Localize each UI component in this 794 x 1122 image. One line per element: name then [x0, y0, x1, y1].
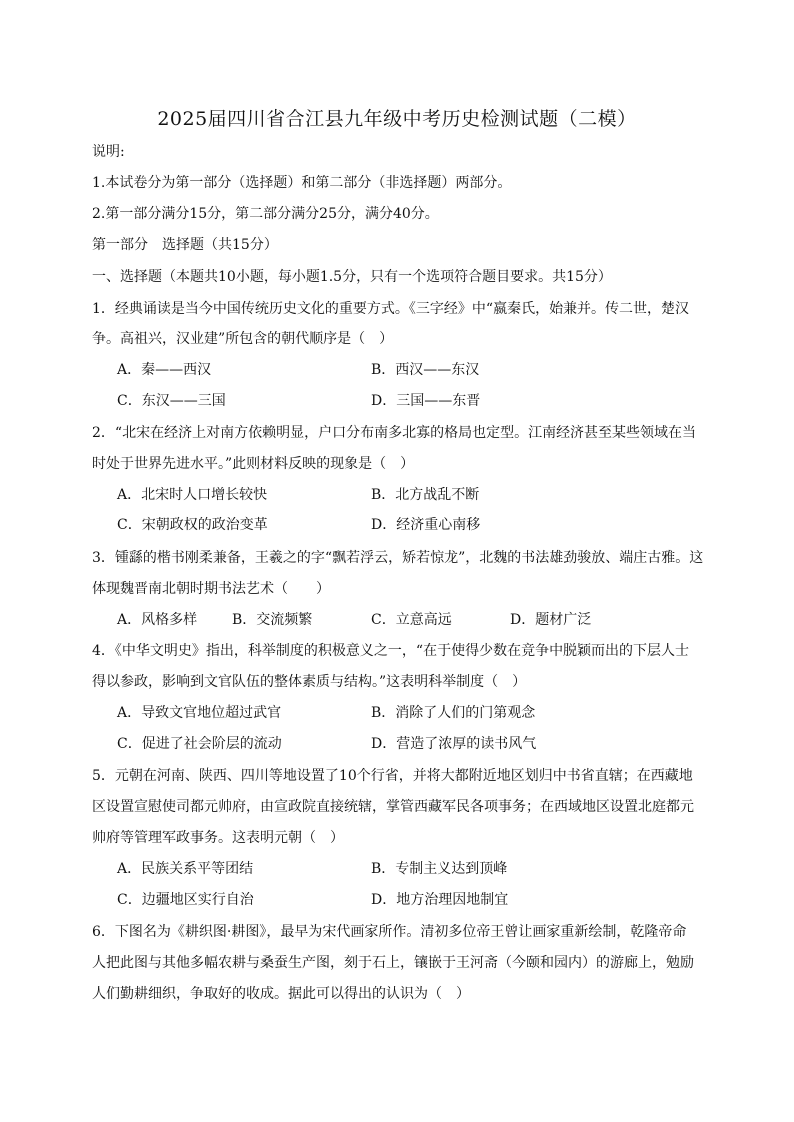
question-text: 时处于世界先进水平。”此则材料反映的现象是（ ） — [92, 456, 415, 472]
option-d: D．题材广泛 — [510, 612, 592, 628]
question-text: 帅府等管理军政事务。这表明元朝（ ） — [92, 830, 344, 846]
question-text: 体现魏晋南北朝时期书法艺术（ ） — [92, 581, 330, 597]
question-text: 5．元朝在河南、陕西、四川等地设置了10个行省，并将大都附近地区划归中书省直辖；在西藏地 — [92, 768, 693, 784]
question-text: 得以参政，影响到文官队伍的整体素质与结构。”这表明科举制度（ ） — [92, 674, 527, 690]
question-text: 2．“北宋在经济上对南方依赖明显，户口分布南多北寡的格局也定型。江南经济甚至某些领域在当 — [92, 425, 697, 441]
part-heading: 第一部分 选择题（共15分） — [92, 237, 278, 253]
option-b: B．消除了人们的门第观念 — [371, 705, 536, 721]
option-d: D．三国——东晋 — [371, 393, 481, 409]
option-c: C．宋朝政权的政治变革 — [117, 517, 268, 533]
intro-item: 1.本试卷分为第一部分（选择题）和第二部分（非选择题）两部分。 — [92, 175, 512, 191]
section-heading: 一、选择题（本题共10小题，每小题1.5分，只有一个选项符合题目要求。共15分） — [92, 269, 612, 285]
page-title: 2025届四川省合江县九年级中考历史检测试题（二模） — [157, 108, 637, 130]
option-c: C．促进了社会阶层的流动 — [117, 736, 282, 752]
option-b: B．专制主义达到顶峰 — [371, 861, 508, 877]
question-text: 区设置宣慰使司都元帅府，由宣政院直接统辖，掌管西藏军民各项事务；在西域地区设置北庭都元 — [92, 799, 694, 815]
option-b: B．北方战乱不断 — [371, 487, 480, 503]
option-d: D．经济重心南移 — [371, 517, 481, 533]
option-a: A．秦——西汉 — [117, 362, 212, 378]
option-c: C．东汉——三国 — [117, 393, 226, 409]
question-text: 4．《中华文明史》指出，科举制度的积极意义之一，“在于使得少数在竞争中脱颖而出的下层人士 — [92, 643, 690, 659]
option-c: C．边疆地区实行自治 — [117, 892, 254, 908]
option-d: D．营造了浓厚的读书风气 — [371, 736, 537, 752]
question-text: 人们勤耕细织，争取好的收成。据此可以得出的认识为（ ） — [92, 986, 470, 1002]
question-text: 6．下图名为《耕织图·耕图》，最早为宋代画家所作。清初多位帝王曾让画家重新绘制，乾隆帝命 — [92, 924, 687, 940]
intro-item: 2.第一部分满分15分，第二部分满分25分，满分40分。 — [92, 206, 439, 222]
option-a: A．北宋时人口增长较快 — [117, 487, 268, 503]
option-d: D．地方治理因地制宜 — [371, 892, 509, 908]
option-c: C．立意高远 — [371, 612, 452, 628]
intro-label: 说明: — [92, 144, 125, 160]
question-text: 人把此图与其他多幅农耕与桑蚕生产图，刻于石上，镶嵌于王河斋（今颐和园内）的游廊上，勉励 — [92, 955, 694, 971]
question-text: 1．经典诵读是当今中国传统历史文化的重要方式。《三字经》中“嬴秦氏，始兼并。传二世，楚汉 — [92, 301, 690, 317]
option-a: A．导致文官地位超过武官 — [117, 705, 282, 721]
question-text: 3．锺繇的楷书刚柔兼备，王羲之的字“飘若浮云，矫若惊龙”，北魏的书法雄劲骏放、端庄古雅。这 — [92, 550, 704, 566]
option-b: B．交流频繁 — [232, 612, 313, 628]
option-a: A．风格多样 — [117, 612, 198, 628]
option-b: B．西汉——东汉 — [371, 362, 480, 378]
question-text: 争。高祖兴，汉业建”所包含的朝代顺序是（ ） — [92, 331, 394, 347]
option-a: A．民族关系平等团结 — [117, 861, 254, 877]
